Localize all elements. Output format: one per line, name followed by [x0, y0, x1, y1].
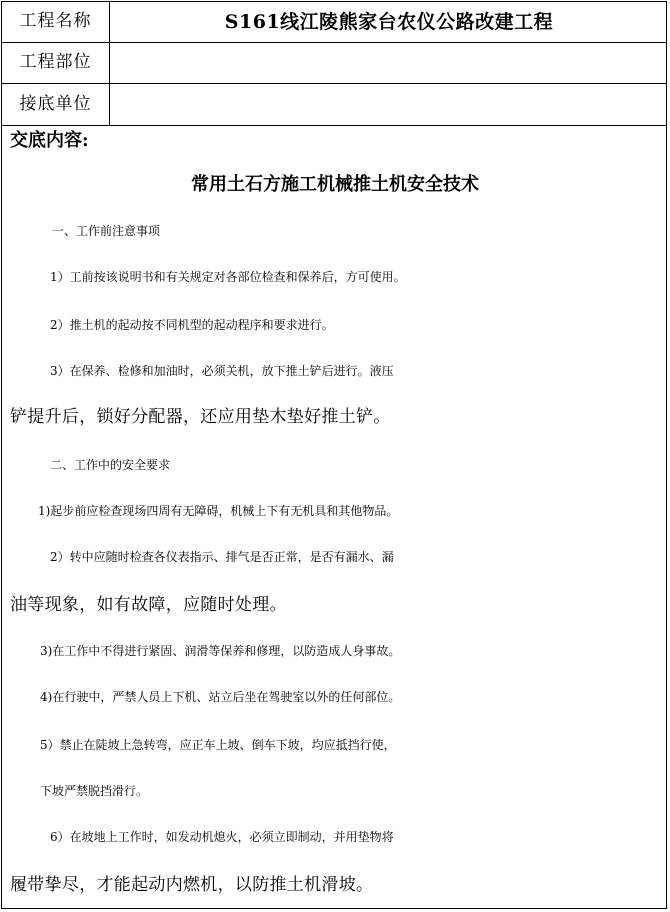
paragraph-line: 3）在保养、检修和加油时，必须关机，放下推土铲后进行。液压	[50, 364, 394, 378]
column-divider	[109, 1, 110, 125]
paragraph-line: 1）工前按该说明书和有关规定对各部位检查和保养后，方可使用。	[50, 270, 406, 284]
section-heading: 一、工作前注意事项	[52, 224, 161, 238]
project-name-label: 工程名称	[19, 11, 92, 31]
paragraph-line: 3)在工作中不得进行紧固、润滑等保养和修理，以防造成人身事故。	[40, 644, 401, 658]
section-heading: 二、工作中的安全要求	[50, 458, 171, 472]
paragraph-line: 6）在坡地上工作时，如发动机熄火，必须立即制动，并用垫物将	[50, 830, 394, 844]
paragraph-line: 下坡严禁脱挡滑行。	[40, 784, 149, 798]
paragraph-line: 4)在行驶中，严禁人员上下机、站立后坐在驾驶室以外的任何部位。	[40, 690, 401, 704]
receiving-unit-label: 接底单位	[19, 94, 92, 114]
paragraph-line: 1)起步前应检查现场四周有无障碍，机械上下有无机具和其他物品。	[38, 504, 399, 518]
paragraph-line: 履带挚尽，才能起动内燃机，以防推土机滑坡。	[10, 875, 374, 895]
paragraph-line: 2）推土机的起动按不同机型的起动程序和要求进行。	[50, 318, 334, 332]
paragraph-line: 5）禁止在陡坡上急转弯，应正车上坡、倒车下坡，均应抵挡行使，	[40, 738, 396, 752]
paragraph-line: 油等现象，如有故障，应随时处理。	[10, 595, 287, 615]
paragraph-line: 2）转中应随时检查各仪表指示、排气是否正常，是否有漏水、漏	[50, 550, 394, 564]
briefing-content-label: 交底内容:	[10, 130, 89, 151]
row-divider	[1, 125, 667, 126]
project-name-value: S161线江陵熊家台农仪公路改建工程	[224, 11, 554, 33]
project-part-label: 工程部位	[19, 52, 92, 72]
document-title: 常用土石方施工机械推土机安全技术	[191, 174, 479, 195]
paragraph-line: 铲提升后，锁好分配器，还应用垫木垫好推土铲。	[10, 407, 391, 427]
